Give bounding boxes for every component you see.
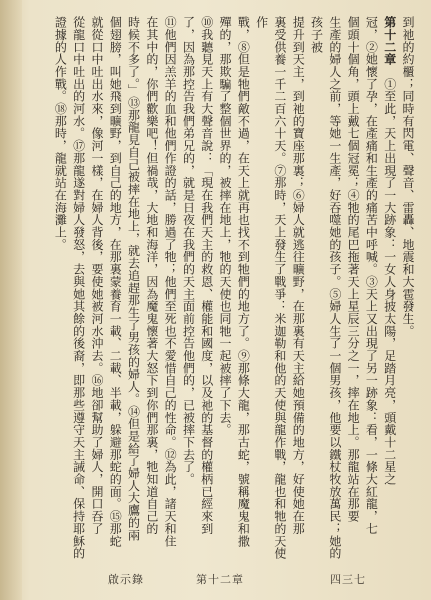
text-column: 裏受供養一千二百六十天。⑦那時，天上發生了戰爭：米迦勒和他的天使與龍作戰，龍也和牠的天使作 — [254, 16, 287, 560]
text-column: 證據的人作戰。⑱那時，龍就站在海灘上。 — [53, 16, 68, 251]
vertical-text-body — [21, 16, 417, 564]
text-column: 戰，⑧但是牠們敵不過，在天上就再也找不到牠們的地方了。⑨那條大龍，那古蛇，號稱魔鬼和撒 — [236, 16, 251, 548]
text-column: 生產的婦人之前，等她一生產，好吞噬她的孩子。⑤婦人生了一個男孩，他要以鐵杖牧放萬民；她的孩子被 — [309, 16, 342, 560]
text-column: ⑩我聽見天上有大聲音說：「現在我們天主的救恩、權能和國度，以及祂的基督的權柄已經來到 — [199, 16, 214, 535]
page-binding-shadow — [0, 0, 22, 600]
text-column: 殫的，那欺騙了整個世界的，被摔在地上，牠的天使也同牠一起被摔了下去。 — [218, 16, 233, 436]
page-footer — [0, 571, 431, 587]
text-column: 個頭十個角，頭上戴七個冠冕；④牠的尾巴拖著天上星辰三分之一，摔在地上。那龍站在那要 — [346, 16, 361, 523]
footer-book-title: 啟示錄 — [108, 573, 144, 586]
text-run: ①至此，天上出現了一大跡象：一女人身披太陽，足踏月亮，頭戴十二星之 — [382, 77, 397, 486]
text-column: 個翅膀，叫她飛到曠野，到自己的地方，在那裏蒙養育一載、二載、半載，躲避那蛇的面。⑮那蛇 — [108, 16, 123, 548]
text-column — [380, 16, 398, 564]
text-column: 在其中的，你們歡樂吧！但禍哉，大地和海洋，因為魔鬼懷著大怒下到你們那裏，牠知道自己的 — [144, 16, 159, 535]
text-column: 了，因為那控告我們弟兄的，就是日夜在我們的天主面前控告他們的，已被摔下去了。 — [181, 16, 196, 486]
text-column: 就從口中吐出水來，像河一樣，在婦人背後，要使她被河水沖去。⑯地卻幫助了婦人，開口吞了 — [89, 16, 104, 535]
text-column: 冠，②她懷了孕，在產痛和生產的痛苦中呼喊。③天上又出現了另一跡象：看，一條大紅龍，七 — [364, 16, 379, 535]
text-column: 從龍口中吐出的河水。⑰那龍遂對婦人發怒，去與她其餘的後裔，即那些遵守天主誡命、保持耶穌的 — [71, 16, 86, 560]
chapter-heading: 第十二章 — [382, 16, 397, 66]
page-number: 四三七 — [330, 573, 366, 586]
text-column: 時候不多了。」⑬那龍見自己被摔在地上，就去追趕那生了男孩的婦人。⑭但是給了婦人大鷹的兩 — [126, 16, 141, 542]
footer-chapter: 第十二章 — [196, 573, 244, 586]
text-column: 提升到天主，到祂的寶座那裏；⑥婦人就逃往曠野，在那裏有天主給她預備的地方，好使她在那 — [291, 16, 306, 535]
text-column: ⑪他們因羔羊的血和他們作證的話，勝過了牠；他們至死也不愛惜自己的性命。⑫為此，諸天和住 — [163, 16, 178, 548]
text-column: 到祂的約櫃；同時有閃電、聲音、雷轟、地震和大雹發生。 — [401, 16, 415, 338]
